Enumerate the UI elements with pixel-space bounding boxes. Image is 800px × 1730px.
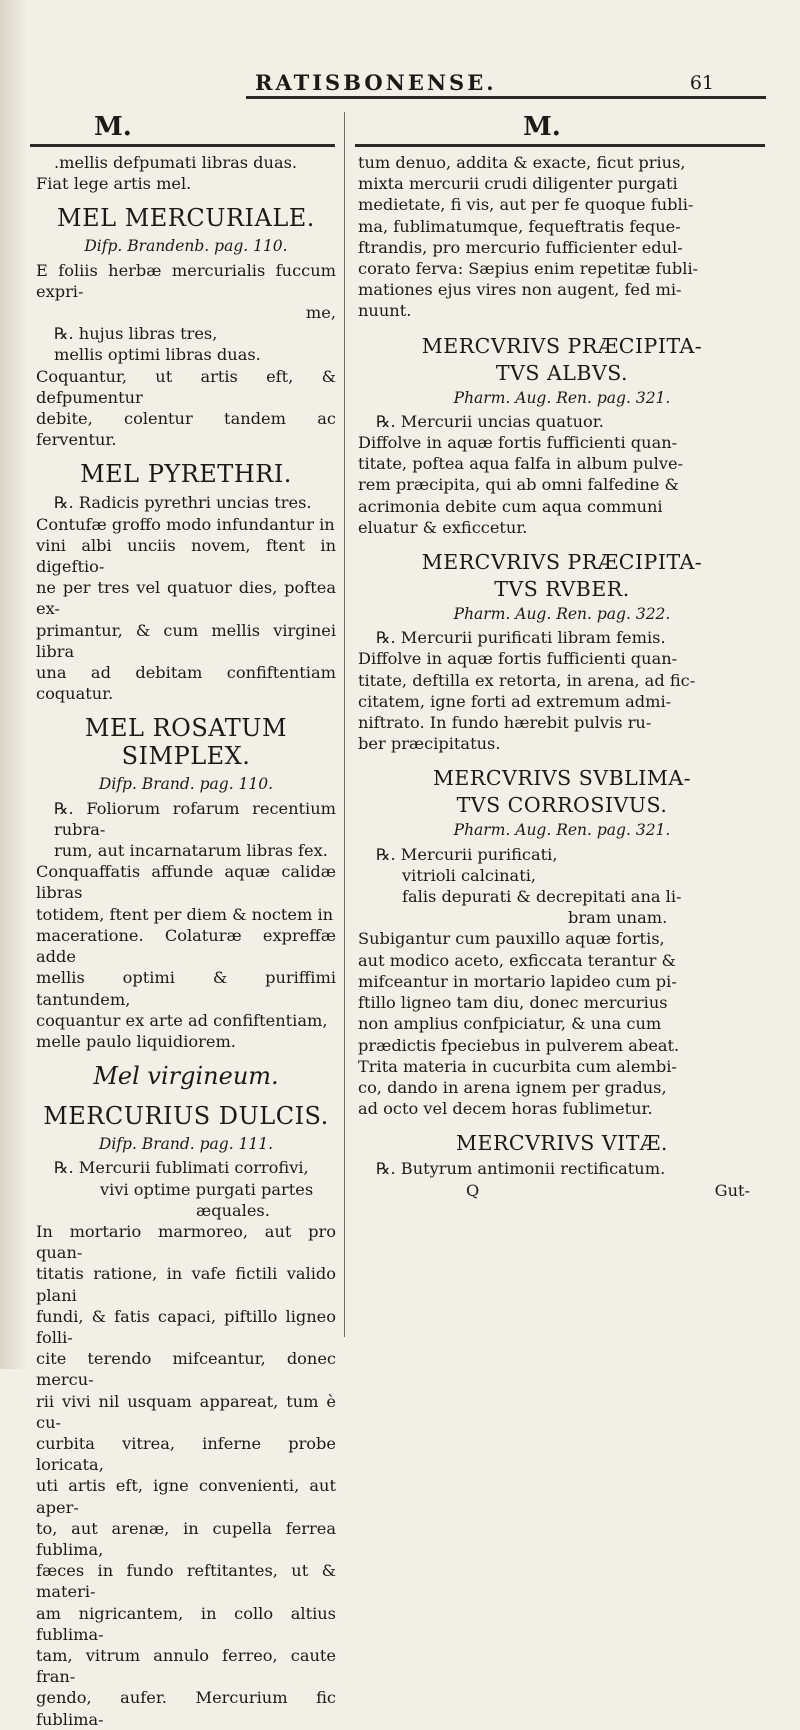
heading-praecipitatus-albus-1: MERCVRIVS PRÆCIPITA- [421, 333, 703, 358]
text-line: vini albi unciis novem, ftent in digeftio- [36, 535, 336, 577]
page-gutter-shadow [0, 0, 28, 1369]
text-line: Contufæ groffo modo infundantur in [36, 514, 335, 534]
heading-sublimatus-2: TVS CORROSIVUS. [456, 793, 668, 818]
heading-mel-virgineum: Mel virgineum. [93, 1062, 279, 1091]
text-line: citatem, igne forti ad extremum admi- [358, 691, 672, 711]
text-line: co, dando in arena ignem per gradus, [358, 1077, 667, 1097]
text-line: ℞. Mercurii purificati, [376, 844, 558, 864]
heading-praecipitatus-ruber-1: MERCVRIVS PRÆCIPITA- [421, 550, 703, 575]
left-column-rule [30, 144, 335, 147]
text-line: ad octo vel decem horas fublimetur. [358, 1099, 653, 1119]
text-line: rum, aut incarnatarum libras fex. [54, 841, 328, 861]
text-line: ℞. Butyrum antimonii rectificatum. [376, 1159, 666, 1179]
text-line: Fiat lege artis mel. [36, 174, 192, 194]
heading-sublimatus-1: MERCVRIVS SVBLIMA- [432, 766, 692, 791]
heading-mel-rosatum: MEL ROSATUM SIMPLEX. [84, 714, 288, 771]
signature-mark: Q [466, 1180, 480, 1200]
header-rule [246, 96, 766, 99]
text-line: Diffolve in aquæ fortis fufficienti quan- [358, 649, 678, 669]
text-line: ber præcipitatus. [358, 734, 501, 754]
text-line: mellis optimi & puriffimi tantundem, [36, 968, 336, 1009]
text-line: vivi optime purgati partes [100, 1179, 314, 1199]
heading-praecipitatus-albus-2: TVS ALBVS. [495, 360, 629, 385]
running-title: RATISBONENSE. [255, 70, 497, 95]
text-line: falis depurati & decrepitati ana li- [402, 887, 682, 907]
text-line: eluatur & exficcetur. [358, 517, 528, 537]
text-line: aut modico aceto, exficcata terantur & [358, 950, 676, 970]
text-line: coquantur ex arte ad confiftentiam, [36, 1010, 328, 1030]
text-line: ℞. hujus libras tres, [54, 324, 218, 344]
text-line: æquales. [196, 1200, 270, 1220]
text-line: to, aut arenæ, in cupella ferrea fublima, [36, 1518, 336, 1559]
text-line: am nigricantem, in collo altius fublima- [36, 1603, 336, 1644]
text-line: bram unam. [568, 908, 668, 928]
text-line: Trita materia in cucurbita cum alembi- [358, 1056, 677, 1076]
page-footer-line [358, 1180, 766, 1202]
text-line: titate, deftilla ex retorta, in arena, ad fic- [358, 670, 696, 690]
text-line: ℞. Mercurii fublimati corrofivi, [54, 1158, 309, 1178]
heading-mercurius-dulcis: MERCURIUS DULCIS. [43, 1102, 329, 1131]
catchword: Gut- [714, 1180, 750, 1200]
column-divider [344, 112, 345, 1337]
text-line: ℞. Radicis pyrethri uncias tres. [54, 493, 312, 513]
text-line: maceratione. Colaturæ expreffæ adde [36, 925, 336, 967]
heading-mercurius-vitae: MERCVRIVS VITÆ. [456, 1131, 668, 1156]
text-line: mifceantur in mortario lapideo cum pi- [358, 971, 677, 991]
page-number: 61 [689, 72, 714, 94]
text-line: primantur, & cum mellis virginei libra [36, 620, 336, 661]
text-line: ℞. Foliorum rofarum recentium rubra- [54, 798, 336, 839]
text-line: non amplius confpiciatur, & una cum [358, 1014, 662, 1034]
text-line: mationes ejus vires non augent, fed mi- [358, 280, 682, 300]
source-reference: Pharm. Aug. Ren. pag. 322. [453, 605, 671, 624]
text-line: Coquantur, ut artis eft, & defpumentur [36, 366, 336, 407]
text-line: rii vivi nil usquam appareat, tum è cu- [36, 1391, 336, 1432]
right-column [358, 152, 766, 1202]
text-line: niftrato. In fundo hærebit pulvis ru- [358, 713, 652, 733]
text-line: uti artis eft, igne convenienti, aut aper- [36, 1476, 336, 1517]
text-line: me, [305, 303, 336, 323]
running-head [0, 70, 800, 96]
text-line: .mellis defpumati libras duas. [54, 153, 298, 172]
text-line: medietate, fi vis, aut per fe quoque fubli- [358, 195, 694, 215]
text-line: gendo, aufer. Mercurium fic fublima- [36, 1688, 336, 1729]
text-line: ℞. Mercurii uncias quatuor. [376, 411, 604, 431]
text-line: Subigantur cum pauxillo aquæ fortis, [358, 929, 665, 949]
text-line: titatis ratione, in vafe fictili valido plani [36, 1264, 336, 1305]
text-line: debite, colentur tandem ac ferventur. [36, 409, 336, 450]
text-line: cite terendo mifceantur, donec mercu- [36, 1349, 336, 1390]
text-line: In mortario marmoreo, aut pro quan- [36, 1221, 336, 1263]
text-line: totidem, ftent per diem & noctem in [36, 904, 334, 924]
text-line: vitrioli calcinati, [402, 865, 537, 885]
text-line: curbita vitrea, inferne probe loricata, [36, 1433, 336, 1475]
text-line: fæces in fundo reftitantes, ut & materi- [36, 1561, 336, 1602]
right-column-letter: M. [523, 112, 561, 142]
text-line: ma, fublimatumque, fequeftratis feque- [358, 216, 681, 236]
text-line: fundi, & fatis capaci, piftillo ligneo folli- [36, 1306, 336, 1347]
text-line: mixta mercurii crudi diligenter purgati [358, 174, 678, 194]
heading-praecipitatus-ruber-2: TVS RVBER. [494, 577, 630, 602]
text-line: tum denuo, addita & exacte, ficut prius, [358, 153, 686, 172]
right-column-rule [355, 144, 765, 147]
source-reference: Pharm. Aug. Ren. pag. 321. [453, 388, 671, 407]
text-line: mellis optimi libras duas. [54, 345, 261, 365]
left-column-letter: M. [94, 112, 132, 142]
text-line: ftillo ligneo tam diu, donec mercurius [358, 993, 668, 1013]
text-line: titate, poftea aqua falfa in album pulve- [358, 454, 684, 474]
source-reference: Difp. Brand. pag. 110. [98, 775, 274, 794]
text-line: rem præcipita, qui ab omni falfedine & [358, 475, 679, 495]
text-line: ℞. Mercurii purificati libram femis. [376, 628, 666, 648]
text-line: una ad debitam confiftentiam coquatur. [36, 663, 336, 704]
text-line: melle paulo liquidiorem. [36, 1031, 236, 1051]
text-line: ftrandis, pro mercurio fufficienter edul- [358, 237, 683, 257]
source-reference: Pharm. Aug. Ren. pag. 321. [453, 821, 671, 840]
text-line: corato ferva: Sæpius enim repetitæ fubli- [358, 259, 699, 279]
text-line: nuunt. [358, 301, 412, 321]
left-column [36, 152, 336, 1730]
heading-mel-pyrethri: MEL PYRETHRI. [80, 460, 292, 489]
text-line: ne per tres vel quatuor dies, poftea ex- [36, 578, 336, 619]
text-line: tam, vitrum annulo ferreo, caute fran- [36, 1645, 336, 1687]
source-reference: Difp. Brandenb. pag. 110. [84, 237, 288, 256]
text-line: E foliis herbæ mercurialis fuccum expri- [36, 260, 336, 301]
source-reference: Difp. Brand. pag. 111. [98, 1135, 274, 1154]
text-line: Conquaffatis affunde aquæ calidæ libras [36, 862, 336, 903]
text-line: prædictis fpeciebus in pulverem abeat. [358, 1035, 680, 1055]
text-line: Diffolve in aquæ fortis fufficienti quan- [358, 433, 678, 453]
text-line: acrimonia debite cum aqua communi [358, 496, 663, 516]
heading-mel-mercuriale: MEL MERCURIALE. [57, 204, 315, 233]
